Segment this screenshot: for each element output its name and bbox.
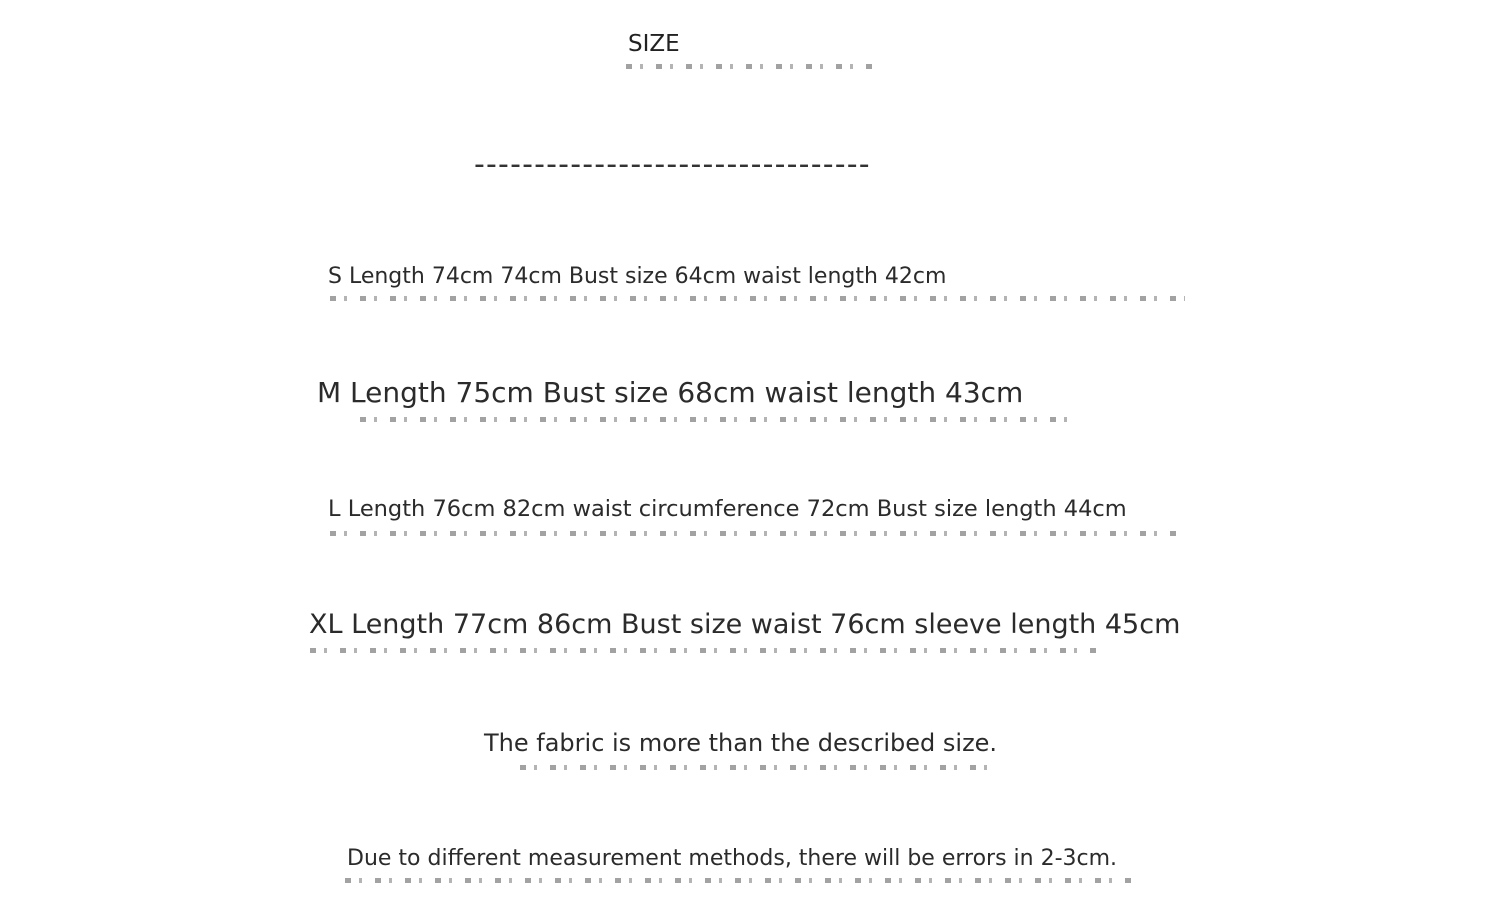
size-row-l: L Length 76cm 82cm waist circumference 72cm Bust size length 44cm xyxy=(328,496,1127,522)
fabric-note: The fabric is more than the described size. xyxy=(484,729,998,757)
obscured-text-fragment xyxy=(330,531,1180,536)
obscured-text-fragment xyxy=(626,64,874,69)
obscured-text-fragment xyxy=(310,648,1100,653)
measurement-note: Due to different measurement methods, there will be errors in 2-3cm. xyxy=(347,846,1118,871)
obscured-text-fragment xyxy=(345,878,1135,883)
size-row-s: S Length 74cm 74cm Bust size 64cm waist length 42cm xyxy=(328,264,947,289)
obscured-text-fragment xyxy=(330,296,1185,301)
dashed-divider: --------------------------------- xyxy=(474,147,871,182)
obscured-text-fragment xyxy=(520,765,990,770)
size-row-xl: XL Length 77cm 86cm Bust size waist 76cm sleeve length 45cm xyxy=(309,609,1181,640)
size-title: SIZE xyxy=(628,31,680,57)
size-row-m: M Length 75cm Bust size 68cm waist length 43cm xyxy=(317,376,1024,409)
obscured-text-fragment xyxy=(360,417,1070,422)
